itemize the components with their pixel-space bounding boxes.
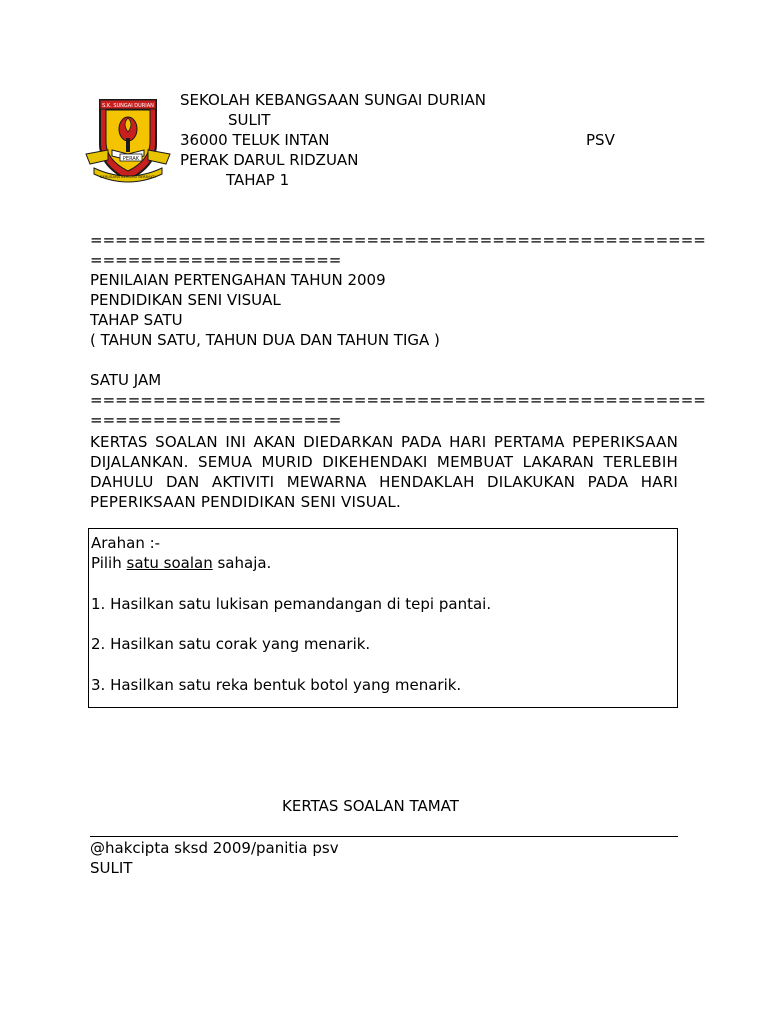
svg-text:S.K. SUNGAI DURIAN: S.K. SUNGAI DURIAN [102,103,154,109]
choose-emphasis: satu soalan [126,554,213,572]
question-item: 1. Hasilkan satu lukisan pemandangan di tepi pantai. [91,595,492,613]
separator-short: ==================== [90,411,342,429]
address-line: 36000 TELUK INTAN [180,131,330,149]
question-item: 2. Hasilkan satu corak yang menarik. [91,635,371,653]
separator-long: ================================================= [90,391,706,409]
separator-long: ================================================= [90,231,706,249]
end-of-paper-label: KERTAS SOALAN TAMAT [282,797,459,815]
footer-divider [90,836,678,837]
svg-text:PERAK: PERAK [122,156,140,162]
exam-duration: SATU JAM [90,371,162,389]
choose-instruction [91,553,271,573]
instructions-box [88,528,678,708]
separator-short: ==================== [90,251,342,269]
exam-title: PENILAIAN PERTENGAHAN TAHUN 2009 [90,271,386,289]
exam-years: ( TAHUN SATU, TAHUN DUA DAN TAHUN TIGA ) [90,331,440,349]
exam-subject: PENDIDIKAN SENI VISUAL [90,291,281,309]
notice-paragraph: KERTAS SOALAN INI AKAN DIEDARKAN PADA HARI PERTAMA PEPERIKSAAN DIJALANKAN. SEMUA MURID DIKEHENDAKI MEMBUAT LAKARAN TERLEBIH DAHULU DAN AKTIVITI MEWARNA HENDAKLAH DILAKUKAN PADA HARI PEPERIKSAAN PENDIDIKAN SENI VISUAL. [90,433,678,511]
school-crest-logo [82,94,174,186]
svg-text:BERUSAHA BERILMU BERBAKTI: BERUSAHA BERILMU BERBAKTI [100,175,156,179]
instructions-heading: Arahan :- [91,534,161,552]
copyright-text: @hakcipta sksd 2009/panitia psv [90,839,339,857]
level-label: TAHAP 1 [226,171,290,189]
exam-level: TAHAP SATU [90,311,183,329]
choose-suffix: sahaja. [212,554,272,572]
footer-classification: SULIT [90,859,133,877]
choose-prefix: Pilih [91,554,127,572]
question-item: 3. Hasilkan satu reka bentuk botol yang menarik. [91,676,462,694]
classification-label: SULIT [228,111,271,129]
school-name: SEKOLAH KEBANGSAAN SUNGAI DURIAN [180,91,486,109]
state-name: PERAK DARUL RIDZUAN [180,151,359,169]
subject-code: PSV [586,131,615,149]
